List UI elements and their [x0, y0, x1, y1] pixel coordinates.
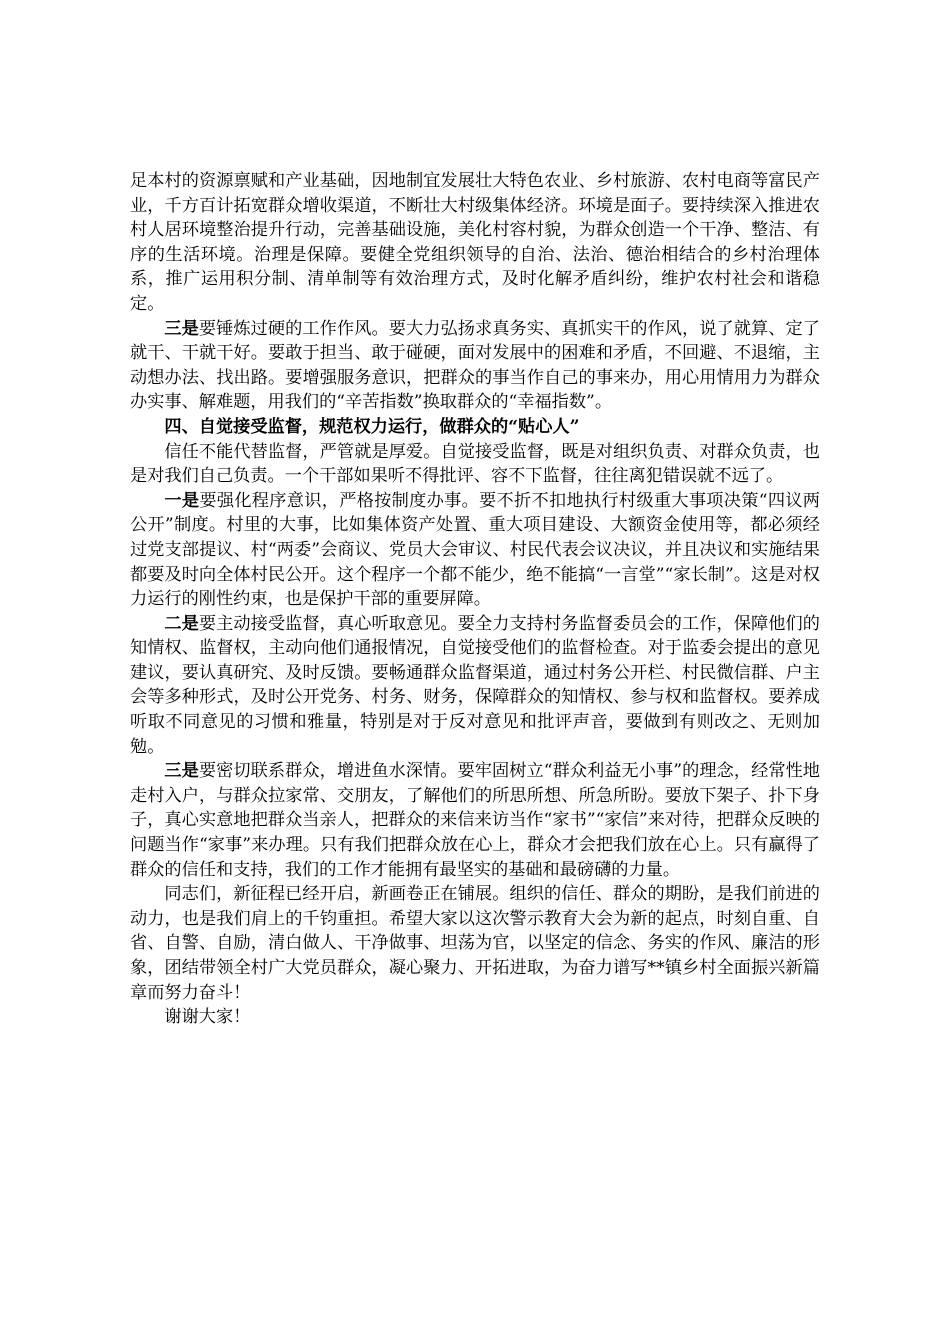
- paragraph-text: 要锤炼过硬的工作作风。要大力弘扬求真务实、真抓实干的作风，说了就算、定了就干、干就干好。要敢于担当、敢于碰硬，面对发展中的困难和矛盾，不回避、不退缩，主动想办法、找出路。要增强服务意识，把群众的事当作自己的事来办，用心用情用力为群众办实事、解难题，用我们的“辛苦指数”换取群众的“幸福指数”。: [130, 318, 820, 413]
- document-body: [130, 169, 820, 1030]
- paragraph: [130, 489, 820, 612]
- paragraph-text: 要强化程序意识，严格按制度办事。要不折不扣地执行村级重大事项决策“四议两公开”制度。村里的大事，比如集体资产处置、重大项目建设、大额资金使用等，都必须经过党支部提议、村“两委”会商议、党员大会审议、村民代表会议决议，并且决议和实施结果都要及时向全体村民公开。这个程序一个都不能少，绝不能搞“一言堂”“家长制”。这是对权力运行的刚性约束，也是保护干部的重要屏障。: [130, 490, 820, 610]
- closing-line: 谢谢大家！: [164, 1007, 251, 1028]
- paragraph-lead: 三是: [164, 761, 199, 782]
- section-heading: 四、自觉接受监督，规范权力运行，做群众的“贴心人”: [164, 416, 580, 437]
- paragraph: 同志们，新征程已经开启，新画卷正在铺展。组织的信任、群众的期盼，是我们前进的动力，也是我们肩上的千钧重担。希望大家以这次警示教育大会为新的起点，时刻自重、自省、自警、自励，清白做人、干净做事、坦荡为官，以坚定的信念、务实的作风、廉洁的形象，团结带领全村广大党员群众，凝心聚力、开拓进取，为奋力谱写**镇乡村全面振兴新篇章而努力奋斗！: [130, 884, 820, 1003]
- paragraph: [130, 612, 820, 760]
- paragraph-text: 要主动接受监督，真心听取意见。要全力支持村务监督委员会的工作，保障他们的知情权、监督权，主动向他们通报情况，自觉接受他们的监督检查。对于监委会提出的意见建议，要认真研究、及时反馈。要畅通群众监督渠道，通过村务公开栏、村民微信群、户主会等多种形式，及时公开党务、村务、财务，保障群众的知情权、参与权和监督权。要养成听取不同意见的习惯和雅量，特别是对于反对意见和批评声音，要做到有则改之、无则加勉。: [130, 613, 820, 757]
- paragraph-lead: 一是: [164, 490, 200, 511]
- paragraph-lead: 三是: [164, 318, 199, 339]
- paragraph-text: 要密切联系群众，增进鱼水深情。要牢固树立“群众利益无小事”的理念，经常性地走村入户，与群众拉家常、交朋友，了解他们的所思所想、所急所盼。要放下架子、扑下身子，真心实意地把群众当亲人，把群众的来信来访当作“家书”“家信”来对待，把群众反映的问题当作“家事”来办理。只有我们把群众放在心上，群众才会把我们放在心上。只有赢得了群众的信任和支持，我们的工作才能拥有最坚实的基础和最磅礴的力量。: [130, 761, 820, 880]
- paragraph: [130, 759, 820, 882]
- paragraph: 足本村的资源禀赋和产业基础，因地制宜发展壮大特色农业、乡村旅游、农村电商等富民产业，千方百计拓宽群众增收渠道，不断壮大村级集体经济。环境是面子。要持续深入推进农村人居环境整治提升行动，完善基础设施，美化村容村貌，为群众创造一个干净、整洁、有序的生活环境。治理是保障。要健全党组织领导的自治、法治、德治相结合的乡村治理体系，推广运用积分制、清单制等有效治理方式，及时化解矛盾纠纷，维护农村社会和谐稳定。: [130, 171, 820, 314]
- paragraph: [130, 317, 820, 415]
- paragraph-lead: 二是: [164, 613, 199, 634]
- paragraph: 信任不能代替监督，严管就是厚爱。自觉接受监督，既是对组织负责、对群众负责，也是对我们自己负责。一个干部如果听不得批评、容不下监督，往往离犯错误就不远了。: [130, 441, 820, 487]
